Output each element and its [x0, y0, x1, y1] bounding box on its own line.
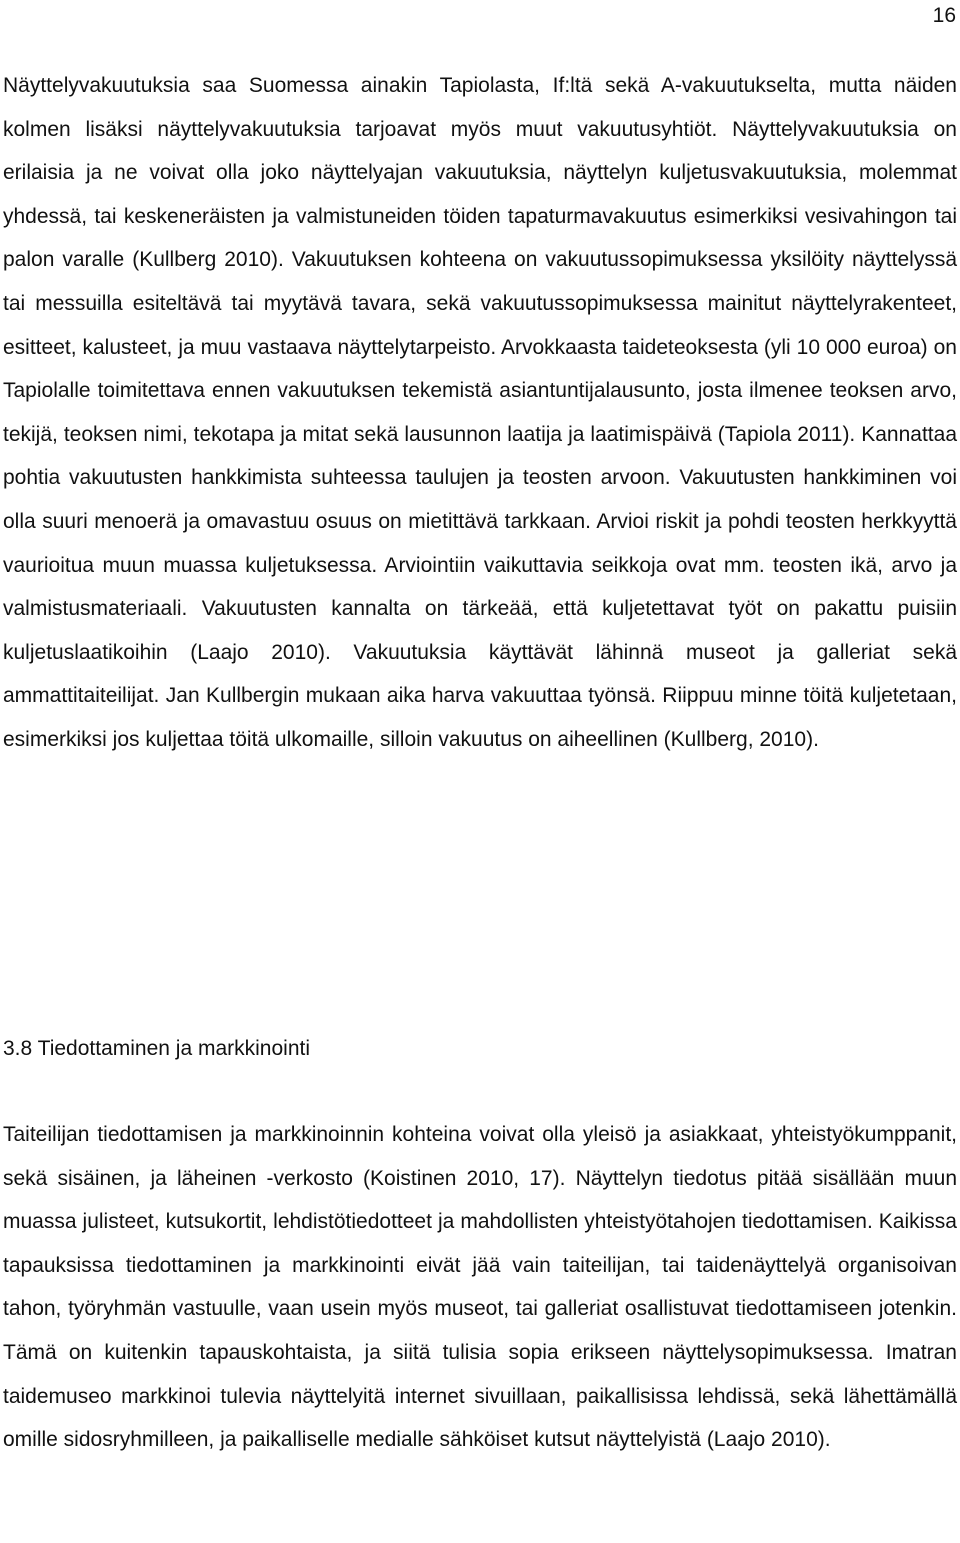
section-heading: 3.8 Tiedottaminen ja markkinointi: [3, 1037, 310, 1060]
page-number: 16: [932, 4, 956, 27]
body-paragraph-marketing: Taiteilijan tiedottamisen ja markkinoinnin kohteina voivat olla yleisö ja asiakkaat, yhteistyökumppanit, sekä sisäinen, ja läheinen -verkosto (Koistinen 2010, 17). Näyttelyn tiedotus pitää sisällään muun muassa julisteet, kutsukortit, lehdistötiedotteet ja mahdollisten yhteistyötahojen tiedottamisen. Kaikissa tapauksissa tiedottaminen ja markkinointi eivät jää vain taiteilijan, tai taidenäyttelyä organisoivan tahon, työryhmän vastuulle, vaan usein myös museot, tai galleriat osallistuvat tiedottamiseen jotenkin. Tämä on kuitenkin tapauskohtaista, ja siitä tulisia sopia erikseen näyttelysopimuksessa. Imatran taidemuseo markkinoi tulevia näyttelyitä internet sivuillaan, paikallisissa lehdissä, sekä lähettämällä omille sidosryhmilleen, ja paikalliselle medialle sähköiset kutsut näyttelyistä (Laajo 2010).: [3, 1123, 957, 1452]
body-paragraph-insurance: Näyttelyvakuutuksia saa Suomessa ainakin Tapiolasta, If:ltä sekä A-vakuutukselta, mutta näiden kolmen lisäksi näyttelyvakuutuksia tarjoavat myös muut vakuutusyhtiöt. Näyttelyvakuutuksia on erilaisia ja ne voivat olla joko näyttelyajan vakuutuksia, näyttelyn kuljetusvakuutuksia, molemmat yhdessä, tai keskeneräisten ja valmistuneiden töiden tapaturmavakuutus esimerkiksi vesivahingon tai palon varalle (Kullberg 2010). Vakuutuksen kohteena on vakuutussopimuksessa yksilöity näyttelyssä tai messuilla esiteltävä tai myytävä tavara, sekä vakuutussopimuksessa mainitut näyttelyrakenteet, esitteet, kalusteet, ja muu vastaava näyttelytarpeisto. Arvokkaasta taideteoksesta (yli 10 000 euroa) on Tapiolalle toimitettava ennen vakuutuksen tekemistä asiantuntijalausunto, josta ilmenee teoksen arvo, tekijä, teoksen nimi, tekotapa ja mitat sekä lausunnon laatija ja laatimispäivä (Tapiola 2011). Kannattaa pohtia vakuutusten hankkimista suhteessa taulujen ja teosten arvoon. Vakuutusten hankkiminen voi olla suuri menoerä ja omavastuu osuus on mietittävä tarkkaan. Arvioi riskit ja pohdi teosten herkkyyttä vaurioitua muun muassa kuljetuksessa. Arviointiin vaikuttavia seikkoja ovat mm. teosten ikä, arvo ja valmistusmateriaali. Vakuutusten kannalta on tärkeää, että kuljetettavat työt on pakattu puisiin kuljetuslaatikoihin (Laajo 2010). Vakuutuksia käyttävät lähinnä museot ja galleriat sekä ammattitaiteilijat. Jan Kullbergin mukaan aika harva vakuuttaa työnsä. Riippuu minne töitä kuljetetaan, esimerkiksi jos kuljettaa töitä ulkomaille, silloin vakuutus on aiheellinen (Kullberg, 2010).: [3, 74, 957, 751]
